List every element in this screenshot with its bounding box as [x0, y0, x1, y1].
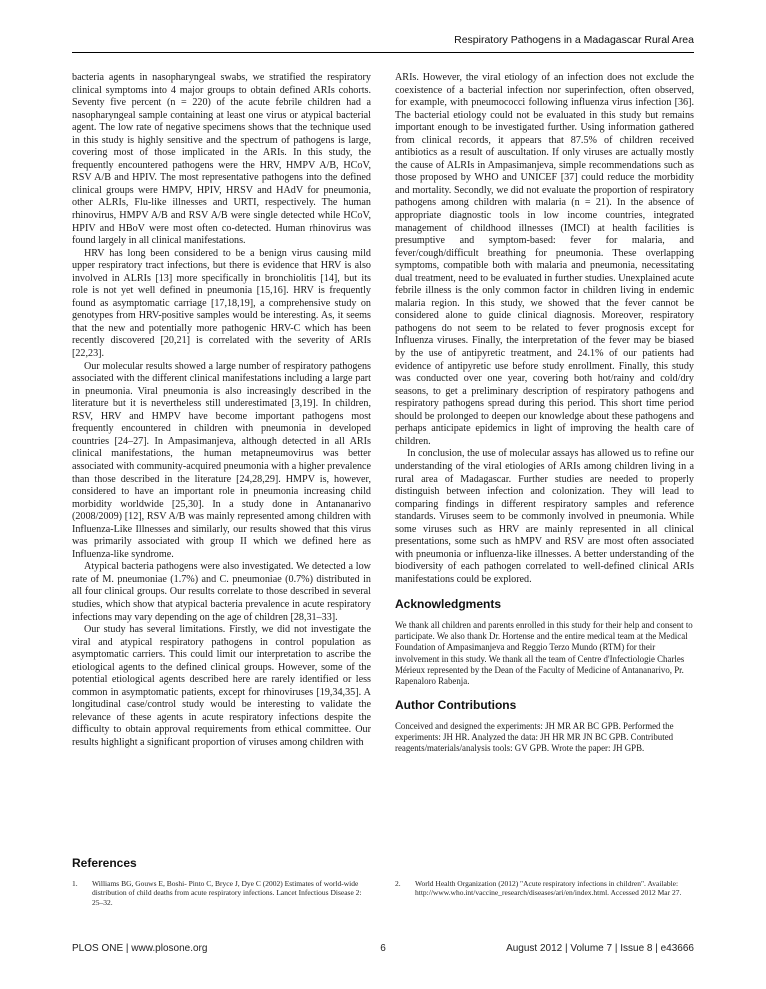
- footer-issue: August 2012 | Volume 7 | Issue 8 | e43666: [506, 943, 694, 954]
- author-contributions-heading: Author Contributions: [395, 698, 517, 713]
- running-head: Respiratory Pathogens in a Madagascar Rural Area: [454, 34, 694, 46]
- footer-page-number: 6: [380, 943, 386, 954]
- header-rule: [72, 52, 694, 53]
- acknowledgments-heading: Acknowledgments: [395, 597, 502, 612]
- left-paragraph-1: bacteria agents in nasopharyngeal swabs, we stratified the respiratory clinical symptoms into 4 major groups to obtain defined ARIs cohorts. Seventy five percent (n = 220) of the acute febrile children had a nasopharyngeal sample containing at least one virus or atypical bacterial agent. The low rate of negative specimens shows that the technique used in this study is highly sensitive and the spectrum of pathogens is large, covering most of those implicated in the ARIs. In this study, the frequently encountered pathogens were the HRV, HMPV A/B, HCoV, RSV A/B and HPIV. The most representative pathogens into the defined clinical groups were HMPV, HPIV, HRSV and HAdV for pneumonia, other ALRIs, Flu-like illnesses and URTI, respectively. The human rhinovirus, HMPV A/B and RSV A/B were single detected while HCoV, HPIV and HBoV were most often co-detected. Human rhinovirus was found largely in all clinical manifestations.: [72, 72, 371, 247]
- reference-number: 2.: [395, 879, 401, 888]
- acknowledgments-section: [395, 620, 694, 687]
- right-paragraph-2: In conclusion, the use of molecular assays has allowed us to refine our understanding of the viral etiologies of ARIs among children living in a rural area of Madagascar. Further studies are needed to properly distinguish between infection and colonization. They will lead to comparing findings in different respiratory samples and reference standards. Viruses seem to be commonly involved in pneumonia. While some viruses such as HRV are mainly represented in all clinical presentations, some such as hMPV and RSV are most often associated with pneumonia or influenza-like illnesses. A better understanding of the biodiversity of each pathogen correlated to well-defined clinical ARIs manifestations could be explored.: [395, 448, 694, 585]
- right-column: [395, 72, 694, 754]
- reference-text: Williams BG, Gouws E, Boshi- Pinto C, Bryce J, Dye C (2002) Estimates of world-wide distribution of child deaths from acute respiratory infections. Lancet Infectious Disease 2: 25–32.: [92, 879, 362, 907]
- reference-text: World Health Organization (2012) "Acute respiratory infections in children". Available: http://www.who.int/vaccine_research/diseases/ari/en/index.html. Accessed 2012 Mar 27.: [415, 879, 682, 898]
- reference-number: 1.: [72, 879, 78, 888]
- author-contributions-section: [395, 721, 694, 755]
- left-paragraph-2: HRV has long been considered to be a benign virus causing mild upper respiratory tract infections, but there is evidence that HRV is also involved in ALRIs [13] more specifically in bronchiolitis [14], but its role is not yet well defined in pneumonia [15,16]. HRV is frequently found as asymptomatic carriage [17,18,19], a comprehensive study on genotypes from HRV-positive samples would be interesting. As, it seems that the new and potentially more pathogenic HRV-C which has been recently discovered [20,21] is correlated with the severity of ARIs [22,23].: [72, 247, 371, 360]
- references-heading: References: [72, 856, 137, 870]
- left-paragraph-4: Atypical bacteria pathogens were also investigated. We detected a low rate of M. pneumoniae (1.7%) and C. pneumoniae (0.7%) distributed in all four clinical groups. Our results correlate to those described in several studies, which show that atypical bacteria prevalence in acute respiratory infections may vary depending on the age of children [28,31–33].: [72, 561, 371, 623]
- right-paragraph-1: ARIs. However, the viral etiology of an infection does not exclude the coexistence of a bacterial infection nor superinfection, often observed, for example, with pneumococci following influenza virus infection [36]. The bacterial etiology could not be evaluated in this study but remains important enough to be investigated further. Using information gathered from clinical records, it appears that 87.5% of children received antibiotics as a result of auscultation. If only viruses are actually mostly the cause of ALRIs in Ampasimanjeva, simple recommendations such as those proposed by WHO and UNICEF [37] could reduce the morbidity and mortality. Secondly, we did not evaluate the proportion of respiratory pathogens among children with malaria (n = 21). In the absence of appropriate diagnostic tools in low income countries, integrated management of childhood illnesses (IMCI) at health facilities is presumptive and symptom-based: fever for malaria, and fever/cough/difficult breathing for pneumonia. These overlapping symptoms, compatible both with malaria and pneumonia, necessitating dual treatment, need to be evaluated in further studies. Unexplained acute febrile illness is the only common factor in children living in endemic malaria region. In this study, we showed that the fever cannot be considered alone to guide clinical diagnosis. Moreover, respiratory pathogens do not seem to be related to fever prognosis except for Influenza viruses. Finally, the interpretation of the fever may be biased by the use of antipyretic treatment, and 24.1% of our patients had evidence of antipyretic use before study enrollment. Finally, this study was conducted over one year, covering both hot/rainy and cold/dry seasons, to get a preliminary description of respiratory pathogens and respiratory pathogens spread during this period. This short time period should be prolonged to deepen our knowledge about these pathogens and perhaps anticipate epidemics in light of improving the health care of children.: [395, 72, 694, 447]
- acknowledgments-text: We thank all children and parents enrolled in this study for their help and consent to participate. We also thank Dr. Hortense and the entire medical team at the Medical Foundation of Ampasimanjeva and Reggio Terzo Mundo (RTM) for their involvement in this study. We thank all the team of Centre d'Infectiologie Charles Mérieux represented by the Dean of the Faculty of Medicine of Antananarivo, Pr. Rapenaloro Rabenja.: [395, 619, 693, 686]
- footer-journal: PLOS ONE | www.plosone.org: [72, 943, 208, 954]
- left-paragraph-3: Our molecular results showed a large number of respiratory pathogens associated with the different clinical manifestations including a large part in pneumonia. Viral pneumonia is also increasingly described in the literature but it is nevertheless still underestimated [3,19]. In children, RSV, HRV and HMPV have become important pathogens most frequently encountered in children with pneumonia in developed countries [24–27]. In Ampasimanjeva, although detected in all ARIs clinical manifestations, the human metapneumovirus was better associated with community-acquired pneumonia with a higher prevalence than those described in the literature [24,28,29]. HMPV is, however, considered to have an important role in pneumonia increasing child morbidity worldwide [25,30]. In a study done in Antananarivo (2008/2009) [12], RSV A/B was mainly represented among children with Influenza-Like Illnesses and similarly, our results showed that this virus was primarily associated with group II which we defined here as Influenza-like syndrome.: [72, 360, 371, 560]
- left-paragraph-5: Our study has several limitations. Firstly, we did not investigate the viral and atypical respiratory pathogens in control population as asymptomatic carriers. This could limit our interpretation to ascribe the etiological agents to the defined clinical groups. However, some of the potential etiological agents described here are rarely identified or less common in asymptomatic patients, except for rhinoviruses [19,34,35]. A longitudinal case/control study would be interesting to validate the relevance of these agents in acute respiratory infections despite the difficulty to obtain approval requirements from ethical committee. Our results highlight a significant proportion of viruses among children with: [72, 624, 371, 748]
- reference-item: [395, 879, 695, 898]
- left-column: [72, 72, 371, 750]
- reference-item: [72, 879, 372, 907]
- author-contributions-text: Conceived and designed the experiments: JH MR AR BC GPB. Performed the experiments: JH HR. Analyzed the data: JH HR MR JN BC GPB. Contributed reagents/materials/analysis tools: GV GPB. Wrote the paper: JH GPB.: [395, 720, 674, 754]
